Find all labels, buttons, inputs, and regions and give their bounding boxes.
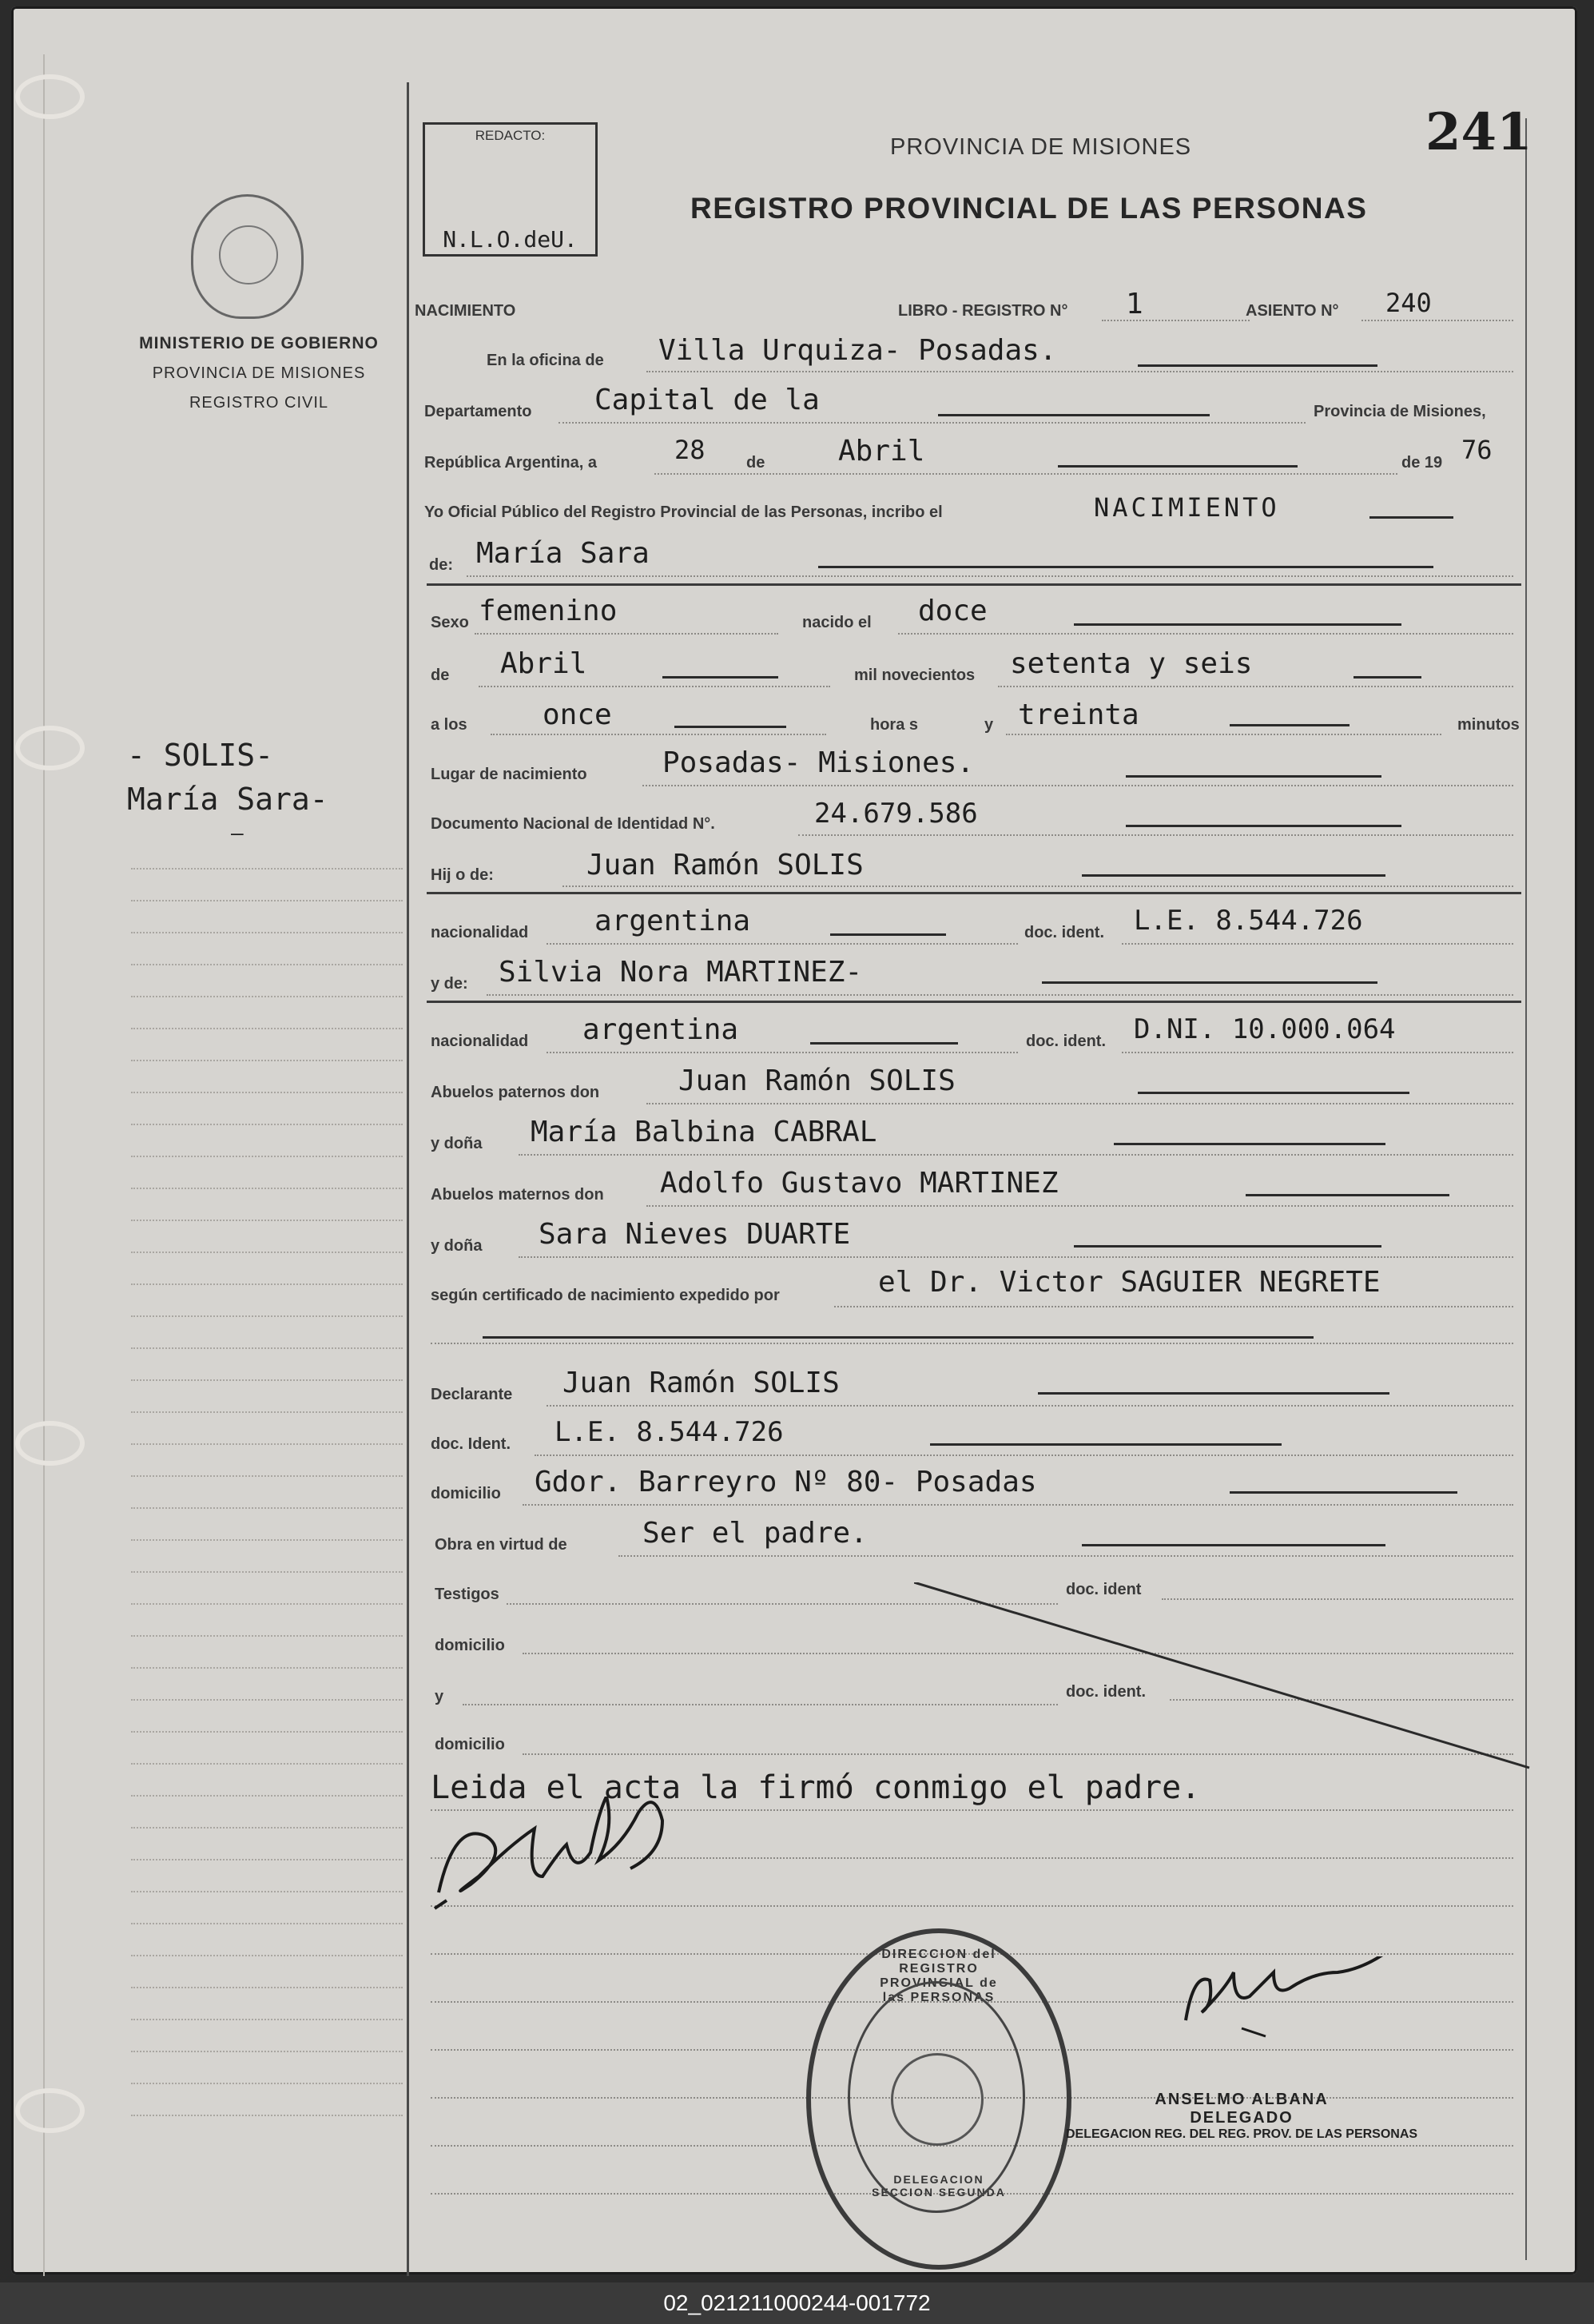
nacimiento-label: NACIMIENTO — [415, 302, 516, 320]
mes-value: Abril — [838, 435, 925, 468]
image-id-footer: 02_021211000244-001772 — [0, 2282, 1594, 2324]
doc-ident2-label: doc. Ident. — [431, 1435, 511, 1453]
nacionalidad-label: nacionalidad — [431, 924, 529, 941]
official-stamp — [806, 1928, 1071, 2270]
binder-ring — [15, 74, 85, 119]
page-edge-line — [43, 54, 53, 2276]
segun-label: según certificado de nacimiento expedido por — [431, 1287, 780, 1304]
y-label: y — [984, 716, 994, 734]
padre-value: Juan Ramón SOLIS — [586, 849, 864, 881]
madre-doc-value: D.NI. 10.000.064 — [1134, 1013, 1396, 1045]
ydona-label: y doña — [431, 1237, 483, 1255]
libro-value: 1 — [1126, 288, 1143, 320]
binder-ring — [15, 726, 85, 770]
lugar-label: Lugar de nacimiento — [431, 766, 587, 783]
registry-page — [11, 6, 1577, 2274]
departamento-value: Capital de la — [594, 384, 820, 416]
libro-label: LIBRO - REGISTRO N° — [898, 302, 1068, 320]
provincial-emblem — [191, 194, 304, 319]
y2-label: y — [435, 1688, 444, 1705]
margin-note-name: María Sara- — [127, 782, 328, 817]
domicilio-label: domicilio — [431, 1485, 501, 1502]
binder-ring — [15, 1421, 85, 1466]
stamp-inner-text: DELEGACION SECCION SEGUNDA — [872, 2173, 1006, 2199]
margin-note-surname: - SOLIS- — [127, 738, 274, 773]
redacto-label: REDACTO: — [475, 128, 546, 143]
delegate-signature — [1170, 1956, 1409, 2044]
delegate-role: DELEGADO — [1190, 2109, 1294, 2127]
asiento-label: ASIENTO N° — [1246, 302, 1339, 320]
provincia-label: Provincia de Misiones, — [1314, 403, 1486, 420]
asiento-value: 240 — [1385, 288, 1432, 318]
madre-nacionalidad: argentina — [582, 1013, 739, 1046]
dni-value: 24.679.586 — [814, 798, 978, 830]
doc-ident-label: doc. ident. — [1024, 924, 1104, 941]
minutos-label: minutos — [1457, 716, 1520, 734]
lugar-value: Posadas- Misiones. — [662, 746, 975, 779]
de-label: de — [746, 454, 765, 472]
delegate-office: DELEGACION REG. DEL REG. PROV. DE LAS PERSONAS — [1066, 2127, 1418, 2141]
alos-label: a los — [431, 716, 467, 734]
margin-rule — [407, 82, 409, 2276]
stamp-emblem — [891, 2053, 984, 2146]
abuela-materna-value: Sara Nieves DUARTE — [539, 1218, 851, 1251]
nacido-value: doce — [918, 595, 988, 627]
header-registry: REGISTRO PROVINCIAL DE LAS PERSONAS — [690, 192, 1368, 225]
abuelos-maternos-label: Abuelos maternos don — [431, 1186, 604, 1204]
anio-texto-value: setenta y seis — [1010, 647, 1253, 680]
cancel-diagonal-line — [914, 1582, 1537, 1771]
stamp-outer-text: DIRECCION del REGISTRO PROVINCIAL de las PERSONAS — [880, 1948, 998, 2004]
father-signature — [431, 1797, 686, 1924]
anio-value: 76 — [1461, 435, 1493, 465]
padre-doc-value: L.E. 8.544.726 — [1134, 905, 1363, 937]
doc-ident3-label: doc. ident — [1066, 1581, 1142, 1598]
abuelo-paterno-value: Juan Ramón SOLIS — [678, 1065, 956, 1097]
sexo-value: femenino — [479, 595, 618, 627]
testigos-label: Testigos — [435, 1586, 499, 1603]
delegate-name: ANSELMO ALBANA — [1155, 2091, 1329, 2108]
segun-value: el Dr. Victor SAGUIER NEGRETE — [878, 1266, 1381, 1299]
delegate-block — [1066, 2091, 1417, 2142]
ministry-registry: REGISTRO CIVIL — [189, 394, 329, 412]
binder-ring — [15, 2088, 85, 2133]
ministry-title: MINISTERIO DE GOBIERNO — [139, 334, 379, 352]
doc-ident-label: doc. ident. — [1026, 1033, 1106, 1050]
margin-note-dash: — — [231, 822, 244, 846]
leida-statement: Leida el acta la firmó conmigo el padre. — [431, 1769, 1201, 1806]
de2-label: de — [431, 667, 450, 684]
margin-ruled-lines — [131, 838, 403, 2116]
nacionalidad-label: nacionalidad — [431, 1033, 529, 1050]
abuelos-paternos-label: Abuelos paternos don — [431, 1084, 600, 1101]
declarante-label: Declarante — [431, 1386, 513, 1403]
ministry-province: PROVINCIA DE MISIONES — [152, 364, 366, 382]
hijo-label: Hij o de: — [431, 866, 494, 884]
header-province: PROVINCIA DE MISIONES — [890, 134, 1192, 160]
domicilio-value: Gdor. Barreyro Nº 80- Posadas — [535, 1466, 1037, 1498]
folio-number: 241 — [1425, 102, 1532, 162]
departamento-label: Departamento — [424, 403, 532, 420]
obra-value: Ser el padre. — [642, 1517, 868, 1550]
declarante-doc-value: L.E. 8.544.726 — [555, 1416, 784, 1448]
right-rule — [1525, 118, 1527, 2260]
sexo-label: Sexo — [431, 614, 469, 631]
dni-label: Documento Nacional de Identidad N°. — [431, 815, 715, 833]
nacido-label: nacido el — [802, 614, 872, 631]
ministry-block — [123, 334, 395, 412]
obra-label: Obra en virtud de — [435, 1536, 567, 1554]
declarante-value: Juan Ramón SOLIS — [562, 1367, 840, 1399]
dia-value: 28 — [674, 435, 706, 465]
de-nombre-label: de: — [429, 556, 453, 574]
redacto-initials: N.L.O.deU. — [443, 226, 578, 253]
horas-label: hora s — [870, 716, 919, 734]
nombre-value: María Sara — [476, 537, 650, 570]
oficina-value: Villa Urquiza- Posadas. — [658, 334, 1057, 367]
domicilio3-label: domicilio — [435, 1736, 505, 1753]
oficina-label: En la oficina de — [487, 352, 604, 369]
oficial-label: Yo Oficial Público del Registro Provincial de las Personas, incribo el — [424, 503, 943, 521]
abuelo-materno-value: Adolfo Gustavo MARTINEZ — [660, 1167, 1059, 1200]
padre-nacionalidad: argentina — [594, 905, 751, 937]
minutos-value: treinta — [1018, 698, 1139, 731]
mes2-value: Abril — [500, 647, 587, 680]
redacto-box — [423, 122, 598, 257]
domicilio2-label: domicilio — [435, 1637, 505, 1654]
madre-value: Silvia Nora MARTINEZ- — [499, 956, 863, 989]
inscribo-value: NACIMIENTO — [1094, 492, 1280, 523]
ydona-label: y doña — [431, 1135, 483, 1152]
anio-label: de 19 — [1401, 454, 1443, 472]
mil-label: mil novecientos — [854, 667, 976, 684]
hora-value: once — [543, 698, 612, 731]
abuela-paterna-value: María Balbina CABRAL — [531, 1116, 877, 1148]
doc-ident4-label: doc. ident. — [1066, 1683, 1146, 1701]
republica-label: República Argentina, a — [424, 454, 597, 472]
yde-label: y de: — [431, 975, 468, 993]
